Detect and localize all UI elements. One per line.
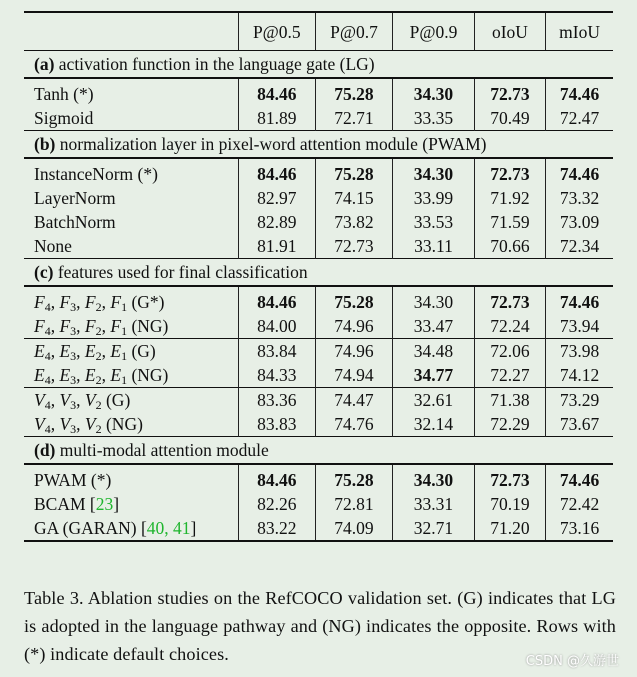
method-cell: $V_4$, $V_3$, $V_2$ (NG): [34, 414, 143, 436]
value-cell: 74.09: [315, 516, 393, 541]
table-row: [24, 186, 613, 210]
value-cell: 33.11: [393, 234, 474, 259]
value-cell: 72.71: [315, 106, 393, 131]
table-row: [24, 464, 613, 492]
table-row: [24, 516, 613, 541]
value-cell: 72.73: [315, 234, 393, 259]
value-cell: 75.28: [315, 158, 393, 186]
method-cell: BCAM [23]: [34, 494, 120, 514]
header-col: P@0.9: [393, 12, 474, 51]
watermark: CSDN @久游世: [525, 654, 619, 669]
table-row: [24, 412, 613, 437]
table-header-row: [24, 12, 613, 51]
value-cell: 72.24: [474, 314, 546, 339]
value-cell: 34.77: [393, 363, 474, 388]
value-cell: 72.73: [474, 78, 546, 106]
value-cell: 73.32: [546, 186, 613, 210]
value-cell: 70.49: [474, 106, 546, 131]
value-cell: 34.48: [393, 339, 474, 364]
value-cell: 74.96: [315, 339, 393, 364]
method-cell: Sigmoid: [34, 108, 94, 128]
method-cell: $F_4$, $F_3$, $F_2$, $F_1$ (NG): [34, 316, 169, 338]
value-cell: 82.26: [239, 492, 316, 516]
value-cell: 70.66: [474, 234, 546, 259]
header-col: P@0.5: [239, 12, 316, 51]
section-title-row: [24, 131, 613, 159]
value-cell: 34.30: [393, 286, 474, 314]
value-cell: 73.98: [546, 339, 613, 364]
value-cell: 74.15: [315, 186, 393, 210]
method-cell: PWAM (*): [34, 470, 112, 490]
ablation-table: [24, 11, 613, 542]
section-title: (a) activation function in the language gate (LG): [24, 51, 613, 79]
section-title: (c) features used for final classification: [24, 259, 613, 287]
table-row: [24, 78, 613, 106]
value-cell: 84.00: [239, 314, 316, 339]
table-row: [24, 314, 613, 339]
table-row: [24, 339, 613, 364]
value-cell: 84.46: [239, 464, 316, 492]
method-cell: LayerNorm: [34, 188, 116, 208]
table-row: [24, 286, 613, 314]
table-row: [24, 210, 613, 234]
value-cell: 73.82: [315, 210, 393, 234]
citation-link[interactable]: 40, 41: [146, 518, 191, 538]
value-cell: 73.67: [546, 412, 613, 437]
value-cell: 74.47: [315, 388, 393, 413]
value-cell: 71.59: [474, 210, 546, 234]
value-cell: 74.76: [315, 412, 393, 437]
value-cell: 72.47: [546, 106, 613, 131]
value-cell: 72.34: [546, 234, 613, 259]
method-cell: $E_4$, $E_3$, $E_2$, $E_1$ (NG): [34, 365, 169, 387]
section-title-row: [24, 51, 613, 79]
value-cell: 72.27: [474, 363, 546, 388]
value-cell: 73.16: [546, 516, 613, 541]
method-cell: None: [34, 236, 72, 256]
section-title: (b) normalization layer in pixel-word attention module (PWAM): [24, 131, 613, 159]
value-cell: 33.35: [393, 106, 474, 131]
value-cell: 73.29: [546, 388, 613, 413]
value-cell: 81.91: [239, 234, 316, 259]
method-cell: $V_4$, $V_3$, $V_2$ (G): [24, 388, 239, 413]
value-cell: 83.84: [239, 339, 316, 364]
value-cell: 82.89: [239, 210, 316, 234]
value-cell: 74.12: [546, 363, 613, 388]
value-cell: 72.73: [474, 158, 546, 186]
value-cell: 74.46: [546, 78, 613, 106]
value-cell: 72.73: [474, 286, 546, 314]
header-method: [24, 12, 239, 51]
table-row: [24, 106, 613, 131]
header-col: P@0.7: [315, 12, 393, 51]
value-cell: 75.28: [315, 464, 393, 492]
value-cell: 72.81: [315, 492, 393, 516]
value-cell: 83.36: [239, 388, 316, 413]
section-title-row: [24, 259, 613, 287]
value-cell: 81.89: [239, 106, 316, 131]
value-cell: 75.28: [315, 78, 393, 106]
value-cell: 84.46: [239, 286, 316, 314]
value-cell: 70.19: [474, 492, 546, 516]
value-cell: 83.22: [239, 516, 316, 541]
table-row: [24, 388, 613, 413]
value-cell: 83.83: [239, 412, 316, 437]
value-cell: 72.06: [474, 339, 546, 364]
method-cell: $E_4$, $E_3$, $E_2$, $E_1$ (G): [24, 339, 239, 364]
value-cell: 84.46: [239, 158, 316, 186]
value-cell: 33.53: [393, 210, 474, 234]
value-cell: 33.47: [393, 314, 474, 339]
value-cell: 74.96: [315, 314, 393, 339]
section-title: (d) multi-modal attention module: [24, 437, 613, 465]
value-cell: 72.42: [546, 492, 613, 516]
value-cell: 82.97: [239, 186, 316, 210]
value-cell: 84.33: [239, 363, 316, 388]
value-cell: 34.30: [393, 464, 474, 492]
header-col: mIoU: [546, 12, 613, 51]
table-row: [24, 234, 613, 259]
method-cell: GA (GARAN) [40, 41]: [24, 516, 239, 541]
value-cell: 71.38: [474, 388, 546, 413]
table-caption: Table 3. Ablation studies on the RefCOCO validation set. (G) indicates that LG is adopted in the language pathway and (NG) indicates the opposite. Rows with (*) indicate default choices.: [24, 588, 616, 664]
value-cell: 72.73: [474, 464, 546, 492]
table-row: [24, 363, 613, 388]
table-row: [24, 492, 613, 516]
value-cell: 84.46: [239, 78, 316, 106]
citation-link[interactable]: 23: [95, 494, 114, 514]
value-cell: 34.30: [393, 158, 474, 186]
value-cell: 75.28: [315, 286, 393, 314]
value-cell: 73.09: [546, 210, 613, 234]
value-cell: 33.31: [393, 492, 474, 516]
value-cell: 74.46: [546, 464, 613, 492]
value-cell: 74.94: [315, 363, 393, 388]
value-cell: 74.46: [546, 286, 613, 314]
value-cell: 74.46: [546, 158, 613, 186]
section-title-row: [24, 437, 613, 465]
value-cell: 32.71: [393, 516, 474, 541]
value-cell: 32.14: [393, 412, 474, 437]
value-cell: 33.99: [393, 186, 474, 210]
value-cell: 32.61: [393, 388, 474, 413]
value-cell: 73.94: [546, 314, 613, 339]
value-cell: 72.29: [474, 412, 546, 437]
value-cell: 71.20: [474, 516, 546, 541]
table-body: [24, 51, 613, 542]
value-cell: 34.30: [393, 78, 474, 106]
method-cell: Tanh (*): [34, 84, 94, 104]
method-cell: InstanceNorm (*): [34, 164, 158, 184]
header-col: oIoU: [474, 12, 546, 51]
value-cell: 71.92: [474, 186, 546, 210]
method-cell: BatchNorm: [34, 212, 116, 232]
method-cell: $F_4$, $F_3$, $F_2$, $F_1$ (G*): [34, 292, 165, 314]
table-row: [24, 158, 613, 186]
